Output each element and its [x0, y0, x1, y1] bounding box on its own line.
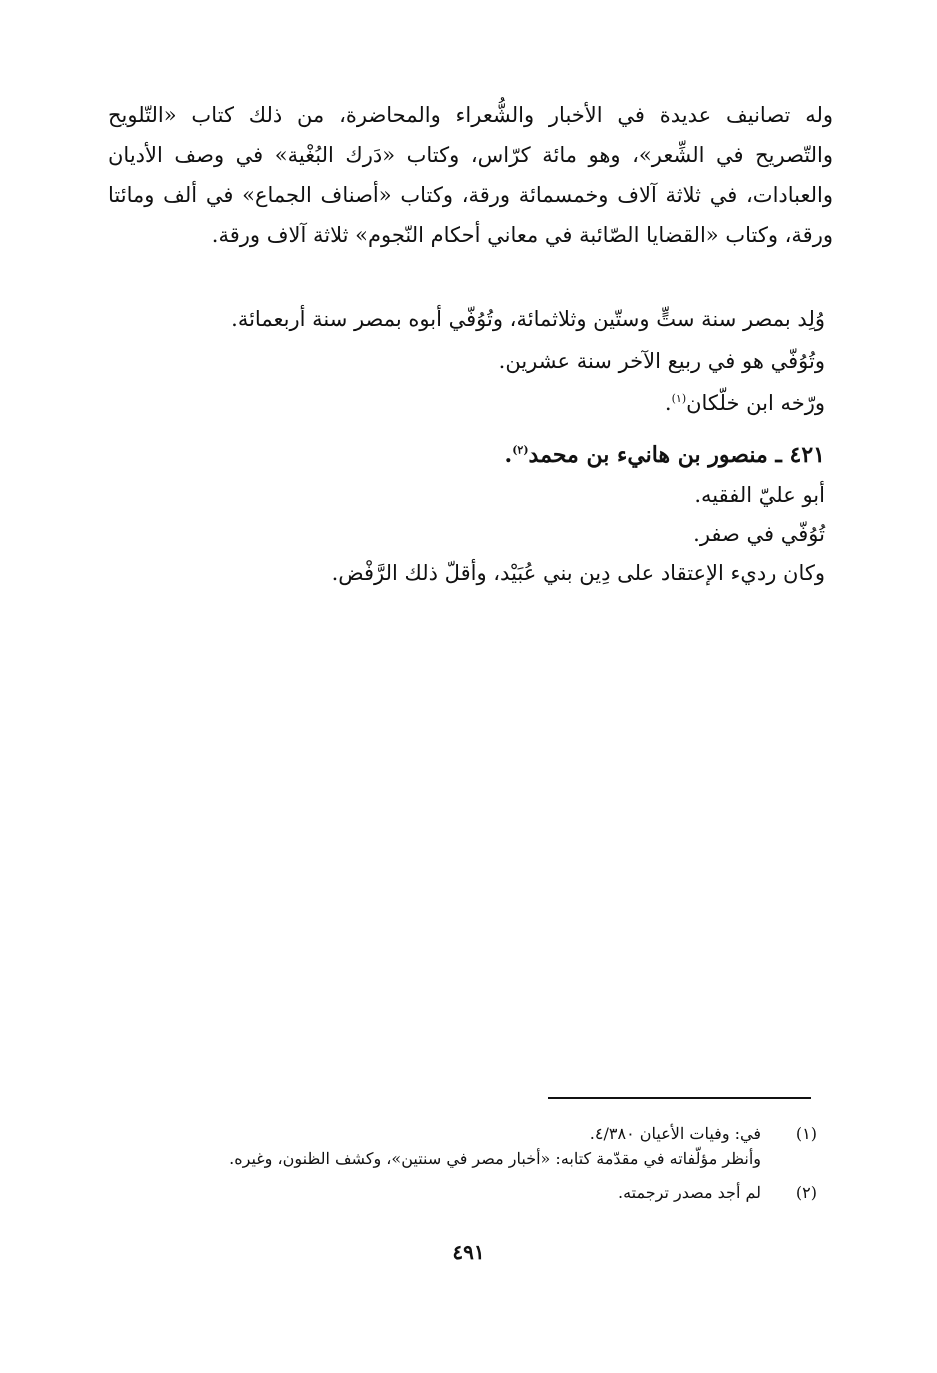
- footnote-1-number: (١): [795, 1124, 817, 1143]
- page-number: ٤٩١: [452, 1240, 485, 1264]
- footnote-ref-1: (١): [671, 392, 687, 405]
- intro-paragraph: وله تصانيف عديدة في الأخبار والشُّعراء والمحاضرة، من ذلك كتاب «التّلويح والتّصريح في الشِّعر»، وهو مائة كرّاس، وكتاب «دَرك البُغْية» في وصف الأديان والعبادات، في ثلاثة آلاف وخمسمائة ورقة، وكتاب «أصناف الجماع» في ألف ومائتا ورقة، وكتاب «القضايا الصّائبة في معاني أحكام النّجوم» ثلاثة آلاف ورقة.: [108, 103, 833, 247]
- footnote-separator: [548, 1097, 811, 1099]
- footnote-ref-2: (٢): [512, 443, 529, 457]
- entry-421-line-1: أبو عليّ الفقيه.: [694, 483, 825, 507]
- footnote-1-continued: وأنظر مؤلّفاته في مقدّمة كتابه: «أخبار مصر في سنتين»، وكشف الظنون، وغيره.: [229, 1149, 761, 1168]
- entry-421-title: ٤٢١ ـ منصور بن هانيء بن محمد: [528, 442, 825, 468]
- footnote-1-text: في: وفيات الأعيان ٤/٣٨٠.: [589, 1124, 761, 1143]
- entry-420-line-1: وُلِد بمصر سنة ستٍّ وستّين وثلاثمائة، وتُوُفّي أبوه بمصر سنة أربعمائة.: [231, 307, 825, 331]
- footnote-2-number: (٢): [795, 1183, 817, 1202]
- footnote-1: [590, 1124, 817, 1143]
- entry-420-line-3: [665, 391, 825, 415]
- footnote-2: [618, 1183, 817, 1202]
- footnote-2-text: لم أجد مصدر ترجمته.: [618, 1183, 761, 1202]
- period: .: [664, 391, 672, 415]
- entry-421-line-3: وكان رديء الإعتقاد على دِين بني عُبَيْد، وأقلّ ذلك الرَّفْض.: [331, 561, 825, 585]
- entry-420-line-2: وتُوُفّي هو في ربيع الآخر سنة عشرين.: [498, 349, 825, 373]
- period: .: [504, 442, 513, 468]
- entry-420-line-3-text: ورّخه ابن خلّكان: [686, 391, 825, 415]
- entry-421-heading: [505, 442, 825, 468]
- entry-421-line-2: تُوُفّي في صفر.: [693, 522, 825, 546]
